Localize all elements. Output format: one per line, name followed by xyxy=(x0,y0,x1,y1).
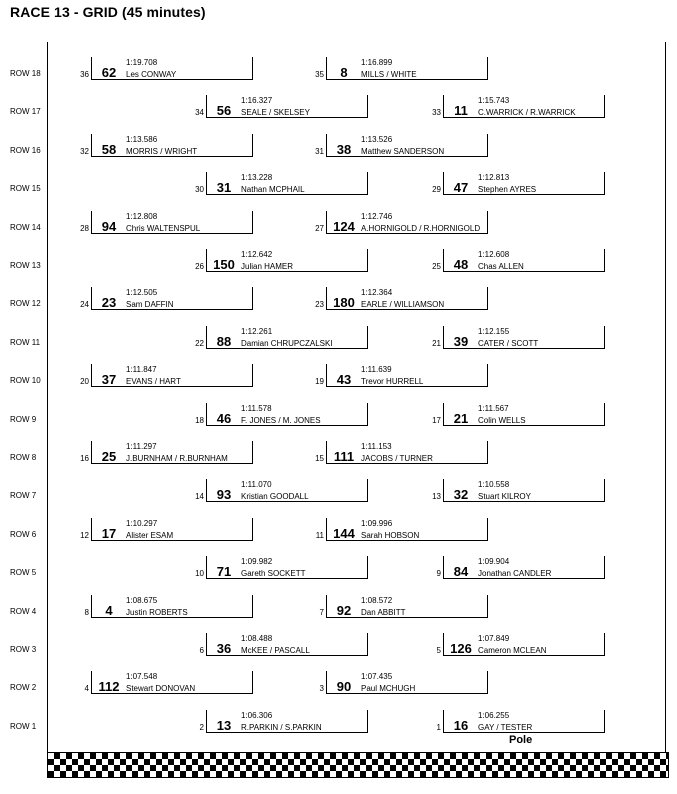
grid-position: 34 xyxy=(195,108,204,117)
grid-position: 5 xyxy=(436,646,441,655)
row-label: ROW 9 xyxy=(10,415,37,424)
grid-slot xyxy=(75,211,253,235)
grid-position: 21 xyxy=(432,339,441,348)
grid-slot xyxy=(310,57,488,81)
lap-time: 1:12.642 xyxy=(241,250,273,259)
grid-slot xyxy=(190,249,368,273)
row-label: ROW 7 xyxy=(10,491,37,500)
grid-slot xyxy=(190,326,368,350)
grid-position: 14 xyxy=(195,492,204,501)
car-number: 39 xyxy=(453,334,469,349)
lap-time: 1:11.847 xyxy=(126,365,157,374)
grid-position: 8 xyxy=(84,608,89,617)
grid-slot xyxy=(190,172,368,196)
row-label: ROW 13 xyxy=(10,261,41,270)
grid-slot xyxy=(190,710,368,734)
car-number: 17 xyxy=(101,526,117,541)
car-number: 88 xyxy=(216,334,232,349)
driver-name: Paul MCHUGH xyxy=(361,684,416,693)
grid-left-border xyxy=(47,42,48,752)
driver-name: McKEE / PASCALL xyxy=(241,646,310,655)
grid-slot xyxy=(427,710,605,734)
grid-right-border xyxy=(665,42,666,752)
driver-name: Stewart DONOVAN xyxy=(126,684,196,693)
grid-position: 32 xyxy=(80,147,89,156)
grid-position: 13 xyxy=(432,492,441,501)
driver-name: Alister ESAM xyxy=(126,531,174,540)
grid-slot xyxy=(75,671,253,695)
car-number: 111 xyxy=(333,449,355,464)
chequered-flag-bar xyxy=(47,752,669,778)
grid-position: 28 xyxy=(80,224,89,233)
lap-time: 1:13.586 xyxy=(126,135,158,144)
grid-position: 26 xyxy=(195,262,204,271)
grid-position: 12 xyxy=(80,531,89,540)
grid-slot xyxy=(427,556,605,580)
driver-name: A.HORNIGOLD / R.HORNIGOLD xyxy=(361,224,481,233)
lap-time: 1:12.261 xyxy=(241,327,273,336)
grid-slot xyxy=(310,518,488,542)
car-number: 16 xyxy=(453,718,469,733)
grid-slot xyxy=(310,364,488,388)
driver-name: SEALE / SKELSEY xyxy=(241,108,310,117)
grid-position: 20 xyxy=(80,377,89,386)
car-number: 124 xyxy=(333,219,355,234)
driver-name: C.WARRICK / R.WARRICK xyxy=(478,108,576,117)
grid-position: 15 xyxy=(315,454,324,463)
lap-time: 1:12.808 xyxy=(126,212,158,221)
car-number: 62 xyxy=(101,65,117,80)
driver-name: EARLE / WILLIAMSON xyxy=(361,300,445,309)
lap-time: 1:08.488 xyxy=(241,634,273,643)
car-number: 93 xyxy=(216,487,232,502)
grid-position: 31 xyxy=(315,147,324,156)
car-number: 150 xyxy=(213,257,235,272)
row-label: ROW 2 xyxy=(10,683,37,692)
grid-position: 35 xyxy=(315,70,324,79)
car-number: 11 xyxy=(454,103,468,118)
driver-name: Colin WELLS xyxy=(478,416,526,425)
grid-slot xyxy=(310,134,488,158)
grid-slot xyxy=(427,172,605,196)
grid-position: 19 xyxy=(315,377,324,386)
car-number: 13 xyxy=(216,718,232,733)
grid-slot xyxy=(75,287,253,311)
grid-position: 1 xyxy=(436,723,441,732)
driver-name: Sarah HOBSON xyxy=(361,531,420,540)
grid-slot xyxy=(427,633,605,657)
lap-time: 1:11.070 xyxy=(241,480,272,489)
driver-name: Chris WALTENSPUL xyxy=(126,224,201,233)
grid-position: 36 xyxy=(80,70,89,79)
row-label: ROW 16 xyxy=(10,146,41,155)
driver-name: F. JONES / M. JONES xyxy=(241,416,321,425)
driver-name: Stephen AYRES xyxy=(478,185,537,194)
driver-name: JACOBS / TURNER xyxy=(361,454,433,463)
lap-time: 1:11.578 xyxy=(241,404,272,413)
grid-position: 27 xyxy=(315,224,324,233)
car-number: 23 xyxy=(101,295,117,310)
grid-position: 30 xyxy=(195,185,204,194)
grid-position: 17 xyxy=(432,416,441,425)
driver-name: GAY / TESTER xyxy=(478,723,533,732)
lap-time: 1:12.608 xyxy=(478,250,510,259)
driver-name: J.BURNHAM / R.BURNHAM xyxy=(126,454,228,463)
driver-name: Cameron MCLEAN xyxy=(478,646,547,655)
grid-position: 4 xyxy=(84,684,89,693)
car-number: 92 xyxy=(336,603,352,618)
grid-slot xyxy=(190,556,368,580)
car-number: 47 xyxy=(453,180,469,195)
grid-slot xyxy=(190,403,368,427)
grid-slot xyxy=(190,633,368,657)
grid-slot xyxy=(310,671,488,695)
row-label: ROW 5 xyxy=(10,568,37,577)
lap-time: 1:16.899 xyxy=(361,58,393,67)
driver-name: Damian CHRUPCZALSKI xyxy=(241,339,333,348)
grid-slot xyxy=(75,364,253,388)
grid-position: 6 xyxy=(199,646,204,655)
grid-slot xyxy=(427,479,605,503)
row-label: ROW 6 xyxy=(10,530,37,539)
lap-time: 1:11.639 xyxy=(361,365,392,374)
lap-time: 1:08.572 xyxy=(361,596,393,605)
lap-time: 1:12.813 xyxy=(478,173,510,182)
lap-time: 1:07.849 xyxy=(478,634,510,643)
grid-slot xyxy=(310,595,488,619)
grid-slot xyxy=(75,134,253,158)
grid-position: 33 xyxy=(432,108,441,117)
lap-time: 1:19.708 xyxy=(126,58,158,67)
car-number: 112 xyxy=(98,679,120,694)
lap-time: 1:06.255 xyxy=(478,711,510,720)
driver-name: Kristian GOODALL xyxy=(241,492,309,501)
driver-name: Trevor HURRELL xyxy=(361,377,424,386)
lap-time: 1:12.746 xyxy=(361,212,393,221)
grid-slot xyxy=(190,95,368,119)
lap-time: 1:10.558 xyxy=(478,480,510,489)
car-number: 180 xyxy=(333,295,355,310)
lap-time: 1:11.567 xyxy=(478,404,509,413)
row-label: ROW 14 xyxy=(10,223,41,232)
grid-slot xyxy=(190,479,368,503)
lap-time: 1:15.743 xyxy=(478,96,510,105)
car-number: 94 xyxy=(101,219,117,234)
driver-name: CATER / SCOTT xyxy=(478,339,539,348)
lap-time: 1:12.155 xyxy=(478,327,510,336)
driver-name: EVANS / HART xyxy=(126,377,181,386)
driver-name: MORRIS / WRIGHT xyxy=(126,147,198,156)
grid-position: 16 xyxy=(80,454,89,463)
lap-time: 1:13.228 xyxy=(241,173,273,182)
lap-time: 1:11.297 xyxy=(126,442,157,451)
grid-slot xyxy=(75,595,253,619)
grid-position: 11 xyxy=(315,531,324,540)
lap-time: 1:12.505 xyxy=(126,288,158,297)
row-label: ROW 15 xyxy=(10,184,41,193)
car-number: 8 xyxy=(340,65,348,80)
lap-time: 1:07.435 xyxy=(361,672,393,681)
grid-slot xyxy=(310,441,488,465)
row-label: ROW 3 xyxy=(10,645,37,654)
row-label: ROW 11 xyxy=(10,338,41,347)
car-number: 144 xyxy=(333,526,355,541)
lap-time: 1:11.153 xyxy=(361,442,392,451)
lap-time: 1:06.306 xyxy=(241,711,273,720)
grid-slot xyxy=(427,95,605,119)
grid-slot xyxy=(427,326,605,350)
driver-name: Justin ROBERTS xyxy=(126,608,188,617)
lap-time: 1:12.364 xyxy=(361,288,393,297)
grid-slot xyxy=(310,211,488,235)
lap-time: 1:08.675 xyxy=(126,596,158,605)
lap-time: 1:09.904 xyxy=(478,557,510,566)
car-number: 4 xyxy=(105,603,113,618)
car-number: 46 xyxy=(216,411,232,426)
driver-name: MILLS / WHITE xyxy=(361,70,417,79)
car-number: 32 xyxy=(453,487,469,502)
driver-name: Nathan MCPHAIL xyxy=(241,185,305,194)
driver-name: Jonathan CANDLER xyxy=(478,569,552,578)
driver-name: Gareth SOCKETT xyxy=(241,569,306,578)
car-number: 38 xyxy=(336,142,352,157)
grid-position: 23 xyxy=(315,300,324,309)
lap-time: 1:09.982 xyxy=(241,557,273,566)
driver-name: R.PARKIN / S.PARKIN xyxy=(241,723,322,732)
grid-position: 22 xyxy=(195,339,204,348)
pole-label: Pole xyxy=(509,734,533,746)
car-number: 36 xyxy=(216,641,232,656)
grid-position: 25 xyxy=(432,262,441,271)
car-number: 37 xyxy=(101,372,117,387)
car-number: 58 xyxy=(101,142,117,157)
driver-name: Dan ABBITT xyxy=(361,608,406,617)
driver-name: Les CONWAY xyxy=(126,70,177,79)
row-label: ROW 1 xyxy=(10,722,37,731)
grid-position: 10 xyxy=(195,569,204,578)
driver-name: Julian HAMER xyxy=(241,262,294,271)
row-label: ROW 12 xyxy=(10,299,41,308)
grid-position: 7 xyxy=(319,608,324,617)
car-number: 43 xyxy=(336,372,352,387)
car-number: 90 xyxy=(336,679,352,694)
grid-position: 9 xyxy=(436,569,441,578)
grid-slot xyxy=(427,249,605,273)
lap-time: 1:16.327 xyxy=(241,96,273,105)
car-number: 84 xyxy=(453,564,469,579)
car-number: 31 xyxy=(216,180,232,195)
lap-time: 1:13.526 xyxy=(361,135,393,144)
grid-position: 3 xyxy=(319,684,324,693)
grid-slot xyxy=(75,518,253,542)
car-number: 25 xyxy=(101,449,117,464)
grid-slot xyxy=(75,441,253,465)
car-number: 126 xyxy=(450,641,472,656)
row-label: ROW 8 xyxy=(10,453,37,462)
grid-position: 24 xyxy=(80,300,89,309)
row-label: ROW 18 xyxy=(10,69,41,78)
driver-name: Sam DAFFIN xyxy=(126,300,174,309)
driver-name: Stuart KILROY xyxy=(478,492,531,501)
car-number: 21 xyxy=(453,411,469,426)
car-number: 56 xyxy=(216,103,232,118)
grid-slot xyxy=(75,57,253,81)
car-number: 48 xyxy=(453,257,469,272)
driver-name: Chas ALLEN xyxy=(478,262,524,271)
grid-position: 18 xyxy=(195,416,204,425)
grid-slot xyxy=(427,403,605,427)
row-label: ROW 4 xyxy=(10,607,37,616)
grid-slot xyxy=(310,287,488,311)
driver-name: Matthew SANDERSON xyxy=(361,147,445,156)
page-title: RACE 13 - GRID (45 minutes) xyxy=(10,4,206,20)
lap-time: 1:07.548 xyxy=(126,672,158,681)
car-number: 71 xyxy=(216,564,232,579)
grid-position: 29 xyxy=(432,185,441,194)
row-label: ROW 17 xyxy=(10,107,41,116)
lap-time: 1:10.297 xyxy=(126,519,158,528)
lap-time: 1:09.996 xyxy=(361,519,393,528)
grid-position: 2 xyxy=(199,723,204,732)
row-label: ROW 10 xyxy=(10,376,41,385)
